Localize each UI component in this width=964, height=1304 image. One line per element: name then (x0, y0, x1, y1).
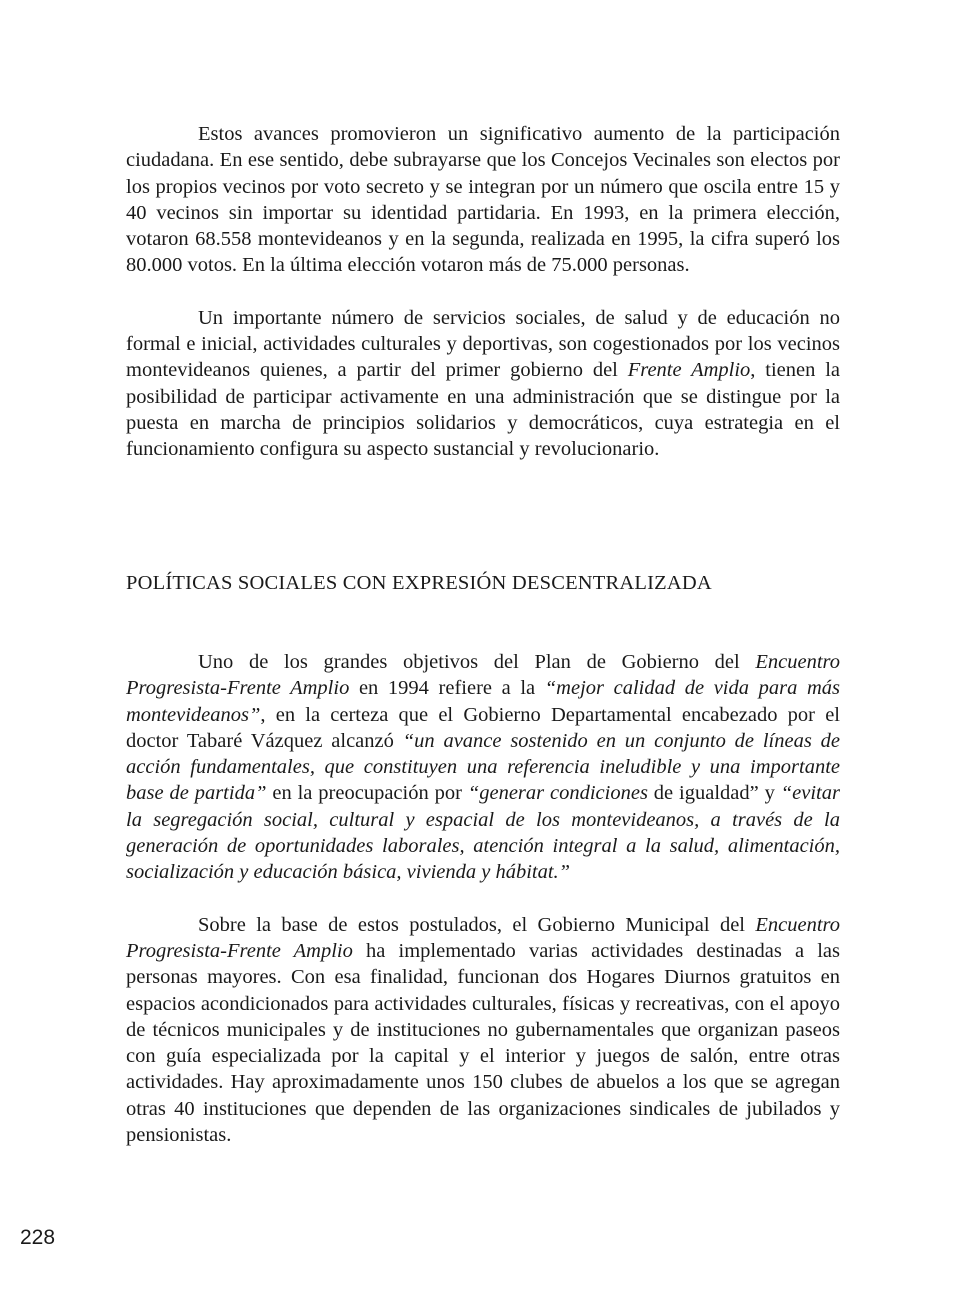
paragraph-personas-mayores (126, 912, 840, 1149)
paragraph-text: en 1994 refiere a la (349, 677, 545, 700)
paragraph-text: ha implementado varias actividades destinadas a las personas mayores. Con esa finalidad, funcionan dos Hogares Diurnos gratuitos en espacios acondicionados para actividades culturales, físicas y recreativas, con el apoyo de técnicos municipales y de instituciones no gubernamentales que organizan paseos con guía especializada por la capital y el interior y juegos de salón, entre otras actividades. Hay aproximadamente unos 150 clubes de abuelos a los que se agregan otras 40 instituciones que dependen de las organizaciones sindicales de jubilados y pensionistas. (126, 939, 841, 1147)
italic-frente-amplio: Frente Amplio (627, 359, 751, 382)
paragraph-text: de igualdad” y (647, 782, 781, 805)
italic-encuentro-progresista: Encuentro Progresista-Frente Amplio (126, 913, 840, 962)
paragraph-plan-de-gobierno (126, 649, 840, 886)
body-text-top (126, 121, 840, 463)
page-number: 228 (20, 1226, 56, 1249)
italic-quote-calidad-de-vida: “mejor calidad de vida para más montevideanos” (126, 677, 841, 726)
paragraph-text: Estos avances promovieron un significativo aumento de la participación ciudadana. En ese sentido, debe subrayarse que los Concejos Vecinales son electos por los propios vecinos por voto secreto y se integran por un número que oscila entre 15 y 40 vecinos sin importar su identidad partidaria. En 1993, en la primera elección, votaron 68.558 montevideanos y en la segunda, realizada en 1995, la cifra superó los 80.000 votos. En la última elección votaron más de 75.000 personas. (126, 123, 840, 277)
paragraph-text: Uno de los grandes objetivos del Plan de Gobierno del (198, 651, 756, 673)
paragraph-text: , en la certeza que el Gobierno Departamental encabezado por el doctor Tabaré Vázquez alcanzó (126, 703, 840, 752)
body-text-bottom (126, 649, 840, 1148)
italic-encuentro-progresista: Encuentro Progresista-Frente Amplio (126, 651, 840, 700)
paragraph-servicios-sociales (126, 305, 840, 463)
paragraph-text: , tienen la posibilidad de participar activamente en una administración que se distingue por la puesta en marcha de principios solidarios y democráticos, cuya estrategia en el funcionamiento configura su aspecto sustancial y revolucionario. (126, 359, 840, 461)
paragraph-text: Un importante número de servicios sociales, de salud y de educación no formal e inicial, actividades culturales y deportivas, son cogestionados por los vecinos montevideanos quienes, a partir del primer gobierno del (126, 306, 840, 382)
section-heading: POLÍTICAS SOCIALES CON EXPRESIÓN DESCENTRALIZADA (126, 572, 712, 594)
italic-quote-avance-sostenido: “un avance sostenido en un conjunto de líneas de acción fundamentales, que constituyen una referencia ineludible y una importante base de partida” (126, 729, 841, 805)
italic-quote-generar-condiciones: “generar condiciones (467, 782, 648, 805)
paragraph-text: Sobre la base de estos postulados, el Gobierno Municipal del (198, 913, 756, 936)
paragraph-text: en la preocupación por (266, 782, 468, 805)
paragraph-participacion-ciudadana (126, 121, 840, 279)
italic-quote-evitar-segregacion: “evitar la segregación social, cultural y espacial de los montevideanos, a través de la generación de oportunidades laborales, atención integral a la salud, alimentación, socialización y educación básica, vivienda y hábitat.” (126, 782, 840, 884)
